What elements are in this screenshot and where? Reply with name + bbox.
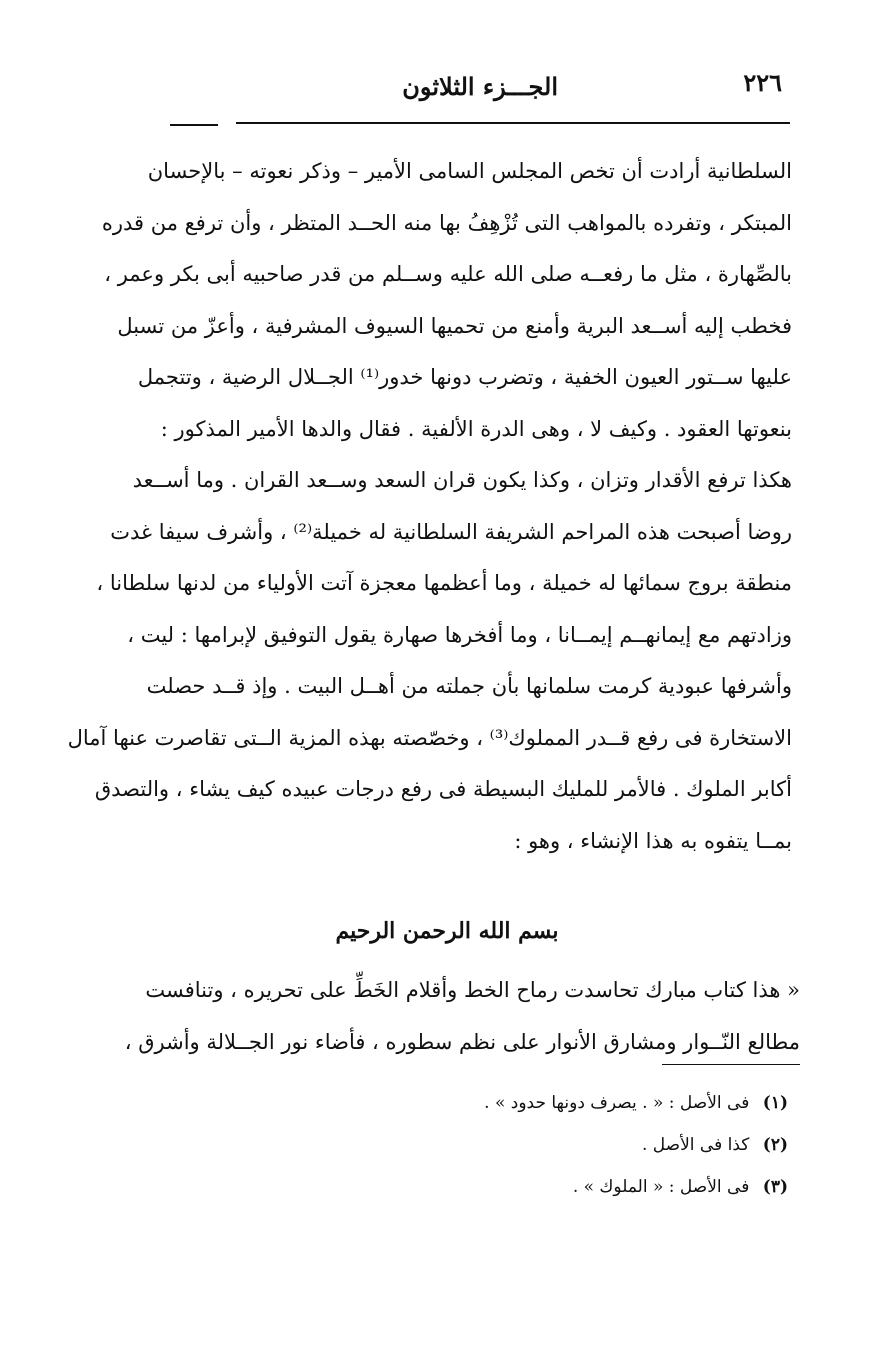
footnote-item (300, 1166, 788, 1208)
text-line: وزادتهم مع إيمانهــم إيمــانا ، وما أفخرها صهارة يقول التوفيق لإبرامها : ليت ، (127, 622, 792, 647)
main-text (67, 146, 792, 867)
page-header (170, 62, 790, 122)
footnote-item (300, 1124, 788, 1166)
footnote-rule (662, 1064, 800, 1065)
text-line: المبتكر ، وتفرده بالمواهب التى تُزْهِفُ بها منه الحــد المتظر ، وأن ترفع من قدره (101, 210, 792, 235)
text-line: السلطانية أرادت أن تخص المجلس السامى الأمير – وذكر نعوته – بالإحسان (147, 159, 792, 183)
text-line: عليها ســتور العيون الخفية ، وتضرب دونها خدور⁽¹⁾ الجــلال الرضية ، وتتجمل (137, 365, 792, 389)
text-line: روضا أصبحت هذه المراحم الشريفة السلطانية له خميلة⁽²⁾ ، وأشرف سيفا غدت (110, 519, 792, 544)
text-line: بالصِّهارة ، مثل ما رفعــه صلى الله عليه وســلم من قدر صاحبيه أبى بكر وعمر ، (104, 262, 792, 286)
text-line: بنعوتها العقود . وكيف لا ، وهى الدرة الألفية . فقال والدها الأمير المذكور : (160, 416, 792, 441)
text-line: بمــا يتفوه به هذا الإنشاء ، وهو : (514, 828, 792, 853)
text-line: الاستخارة فى رفع قــدر المملوك⁽³⁾ ، وخصّصته بهذه المزية الــتى تقاصرت عنها آمال (67, 725, 792, 750)
text-line: أكابر الملوك . فالأمر للمليك البسيطة فى رفع درجات عبيده كيف يشاء ، والتصدق (94, 777, 792, 801)
text-line: منطقة بروج سمائها له خميلة ، وما أعظمها معجزة آتت الأولياء من لدنها سلطانا ، (96, 571, 792, 595)
footnote-text: فى الأصل : « . يصرف دونها حدود » . (484, 1093, 750, 1113)
basmala-heading: بسم الله الرحمن الرحيم (335, 918, 559, 944)
text-line: فخطب إليه أســعد البرية وأمنع من تحميها السيوف المشرفية ، وأعزّ من تسبل (117, 313, 792, 338)
page-number: ٢٢٦ (743, 68, 782, 97)
footnote-text: كذا فى الأصل . (641, 1135, 750, 1155)
footnote-item (300, 1082, 788, 1124)
footnotes (300, 1082, 788, 1208)
text-line: هكذا ترفع الأقدار وتزان ، وكذا يكون قران السعد وســعد القران . وما أســعد (132, 468, 792, 492)
letter-line: « هذا كتاب مبارك تحاسدت رماح الخط وأقلام الخَطِّ على تحريره ، وتنافست (145, 978, 800, 1002)
running-title: الجـــزء الثلاثون (402, 72, 558, 101)
letter-line: مطالع النّــوار ومشارق الأنوار على نظم سطوره ، فأضاء نور الجــلالة وأشرق ، (124, 1030, 800, 1054)
header-rule-short (170, 124, 218, 126)
footnote-number: (٢) (762, 1135, 788, 1155)
header-rule (236, 122, 790, 124)
text-line: وأشرفها عبودية كرمت سلمانها بأن جملته من أهــل البيت . وإذ قــد حصلت (146, 674, 792, 698)
letter-text (124, 964, 800, 1068)
footnote-text: فى الأصل : « الملوك » . (572, 1177, 750, 1197)
footnote-number: (١) (762, 1093, 788, 1113)
footnote-number: (٣) (762, 1177, 788, 1197)
